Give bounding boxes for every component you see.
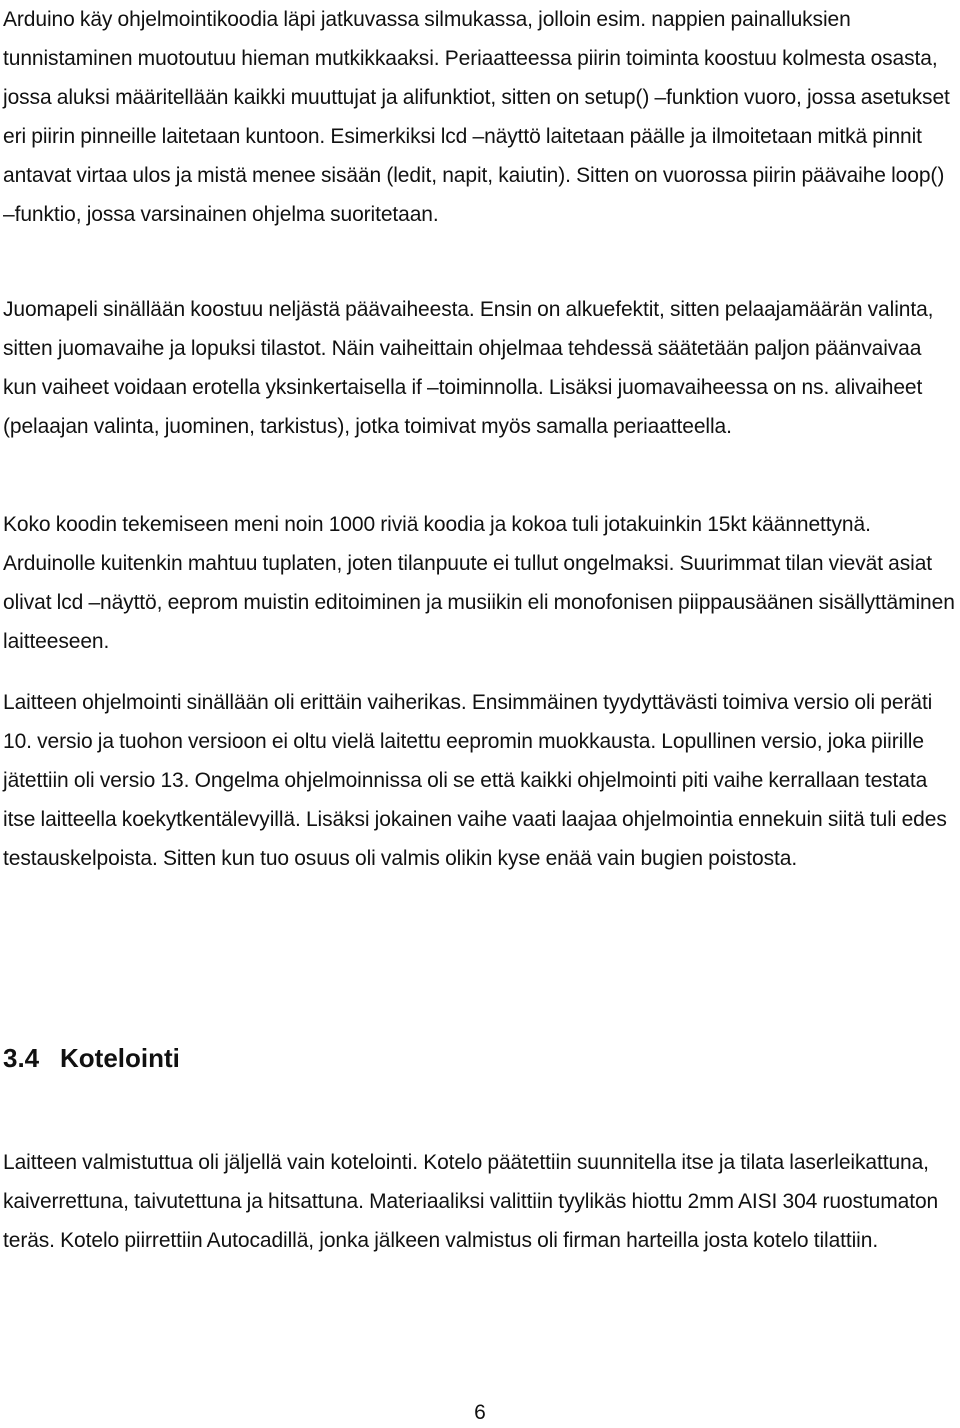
section-heading [3, 1038, 180, 1078]
paragraph-game-phases: Juomapeli sinällään koostuu neljästä päävaiheesta. Ensin on alkuefektit, sitten pelaajamäärän valinta, sitten juomavaihe ja lopuksi tilastot. Näin vaiheittain ohjelmaa tehdessä säätetään paljon päänvaivaa kun vaiheet voidaan erotella yksinkertaisella if –toiminnolla. Lisäksi juomavaiheessa on ns. alivaiheet (pelaajan valinta, juominen, tarkistus), jotka toimivat myös samalla periaatteella. [3, 298, 934, 438]
page-number: 6 [474, 1401, 486, 1424]
paragraph-enclosure: Laitteen valmistuttua oli jäljellä vain kotelointi. Kotelo päätettiin suunnitella itse ja tilata laserleikattuna, kaiverrettuna, taivutettuna ja hitsattuna. Materiaaliksi valittiin tyylikäs hiottu 2mm AISI 304 ruostumaton teräs. Kotelo piirrettiin Autocadillä, jonka jälkeen valmistus oli firman harteilla josta kotelo tilattiin. [3, 1151, 939, 1252]
section-number: 3.4 [3, 1043, 40, 1073]
section-title: Kotelointi [60, 1043, 180, 1073]
paragraph-programming-versions: Laitteen ohjelmointi sinällään oli erittäin vaiherikas. Ensimmäinen tyydyttävästi toimiva versio oli peräti 10. versio ja tuohon versioon ei oltu vielä laitettu eepromin muokkausta. Lopullinen versio, joka piirille jätettiin oli versio 13. Ongelma ohjelmoinnissa oli se että kaikki ohjelmointi piti vaihe kerrallaan testata itse laitteella koekytkentälevyillä. Lisäksi jokainen vaihe vaati laajaa ohjelmointia ennekuin siitä tuli edes testauskelpoista. Sitten kun tuo osuus oli valmis olikin kyse enää vain bugien poistosta. [3, 691, 947, 870]
paragraph-arduino-loop [3, 0, 957, 234]
paragraph-code-size: Koko koodin tekemiseen meni noin 1000 riviä koodia ja kokoa tuli jotakuinkin 15kt käännettynä. Arduinolle kuitenkin mahtuu tuplaten, joten tilanpuute ei tullut ongelmaksi. Suurimmat tilan vievät asiat olivat lcd –näyttö, eeprom muistin editoiminen ja musiikin eli monofonisen piippausäänen sisällyttäminen laitteeseen. [3, 513, 955, 653]
paragraph-segment: Arduino käy ohjelmointikoodia läpi jatkuvassa silmukassa, jolloin esim. nappien painalluksien tunnistaminen muotoutuu hieman mutkikkaaksi. Periaatteessa piirin toiminta koostuu kolmesta osasta, jossa aluksi määritellään kaikki muuttujat ja alifunktiot, sitten on setup() –funktion vuoro, jossa asetukset eri piirin pinneille laitetaan kuntoon. [3, 8, 950, 148]
paragraph-segment: Esimerkiksi lcd –näyttö laitetaan päälle ja ilmoitetaan mitkä pinnit antavat virtaa ulos ja mistä menee sisään (ledit, napit, kaiutin). Sitten on vuorossa piirin päävaihe loop() –funktio, jossa varsinainen ohjelma suoritetaan. [3, 125, 945, 226]
